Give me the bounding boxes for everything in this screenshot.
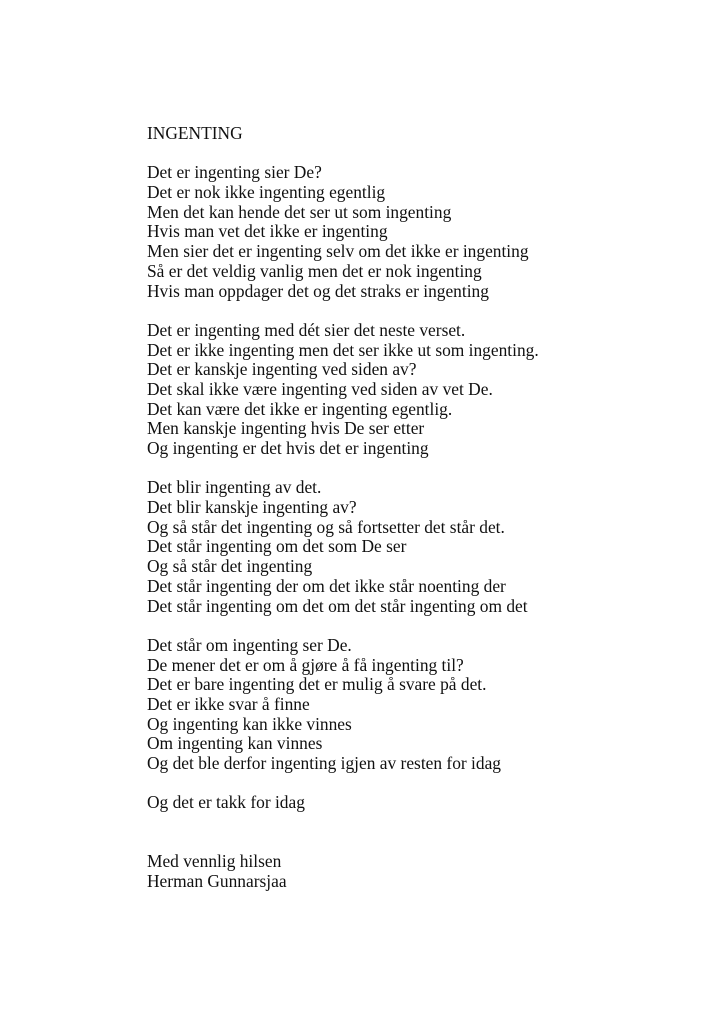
stanza-line: Hvis man oppdager det og det straks er ingenting bbox=[147, 280, 489, 301]
stanza-line: Det er ingenting med dét sier det neste verset. bbox=[147, 319, 466, 340]
stanza-line: Men sier det er ingenting selv om det ikke er ingenting bbox=[147, 241, 529, 262]
stanza-line: Det kan være det ikke er ingenting egentlig. bbox=[147, 398, 453, 419]
stanza-line: Og så står det ingenting og så fortsetter det står det. bbox=[147, 516, 505, 537]
stanza-line: Og ingenting er det hvis det er ingenting bbox=[147, 438, 429, 458]
stanza-line: Det skal ikke være ingenting ved siden av vet De. bbox=[147, 378, 493, 399]
stanza-line: Det er ingenting sier De? bbox=[147, 162, 322, 183]
stanza-line: Det er ikke svar å finne bbox=[147, 693, 310, 714]
stanza-line: Det blir ingenting av det. bbox=[147, 477, 322, 498]
poem-title: INGENTING bbox=[147, 123, 243, 143]
signature-greeting: Med vennlig hilsen bbox=[147, 851, 282, 872]
stanza-line: Det blir kanskje ingenting av? bbox=[147, 497, 357, 518]
stanza-line: Det står om ingenting ser De. bbox=[147, 634, 352, 655]
stanza-line: Og så står det ingenting bbox=[147, 556, 313, 577]
stanza-line: Men kanskje ingenting hvis De ser etter bbox=[147, 418, 425, 439]
stanza-line: Det står ingenting om det om det står ingenting om det bbox=[147, 595, 528, 616]
stanza-1 bbox=[147, 163, 687, 301]
stanza-line: Og ingenting kan ikke vinnes bbox=[147, 713, 352, 734]
stanza-line: Det er kanskje ingenting ved siden av? bbox=[147, 359, 417, 380]
stanza-line: Det står ingenting der om det ikke står noenting der bbox=[147, 575, 506, 596]
poem-body bbox=[147, 124, 687, 892]
stanza-3 bbox=[147, 478, 687, 616]
closing-line: Og det er takk for idag bbox=[147, 792, 305, 813]
stanza-line: Det er nok ikke ingenting egentlig bbox=[147, 182, 386, 203]
signature-name: Herman Gunnarsjaa bbox=[147, 871, 287, 892]
stanza-2 bbox=[147, 321, 687, 459]
stanza-line: Det er ikke ingenting men det ser ikke ut som ingenting. bbox=[147, 339, 539, 360]
stanza-line: Om ingenting kan vinnes bbox=[147, 733, 323, 754]
signature-block bbox=[147, 852, 687, 891]
stanza-line: De mener det er om å gjøre å få ingenting til? bbox=[147, 654, 464, 675]
stanza-line: Så er det veldig vanlig men det er nok ingenting bbox=[147, 260, 482, 281]
stanza-line: Det er bare ingenting det er mulig å svare på det. bbox=[147, 674, 487, 695]
stanza-line: Hvis man vet det ikke er ingenting bbox=[147, 221, 388, 242]
stanza-line: Men det kan hende det ser ut som ingenting bbox=[147, 201, 452, 222]
stanza-line: Det står ingenting om det som De ser bbox=[147, 536, 407, 557]
stanza-line: Og det ble derfor ingenting igjen av resten for idag bbox=[147, 753, 501, 773]
stanza-4 bbox=[147, 636, 687, 774]
